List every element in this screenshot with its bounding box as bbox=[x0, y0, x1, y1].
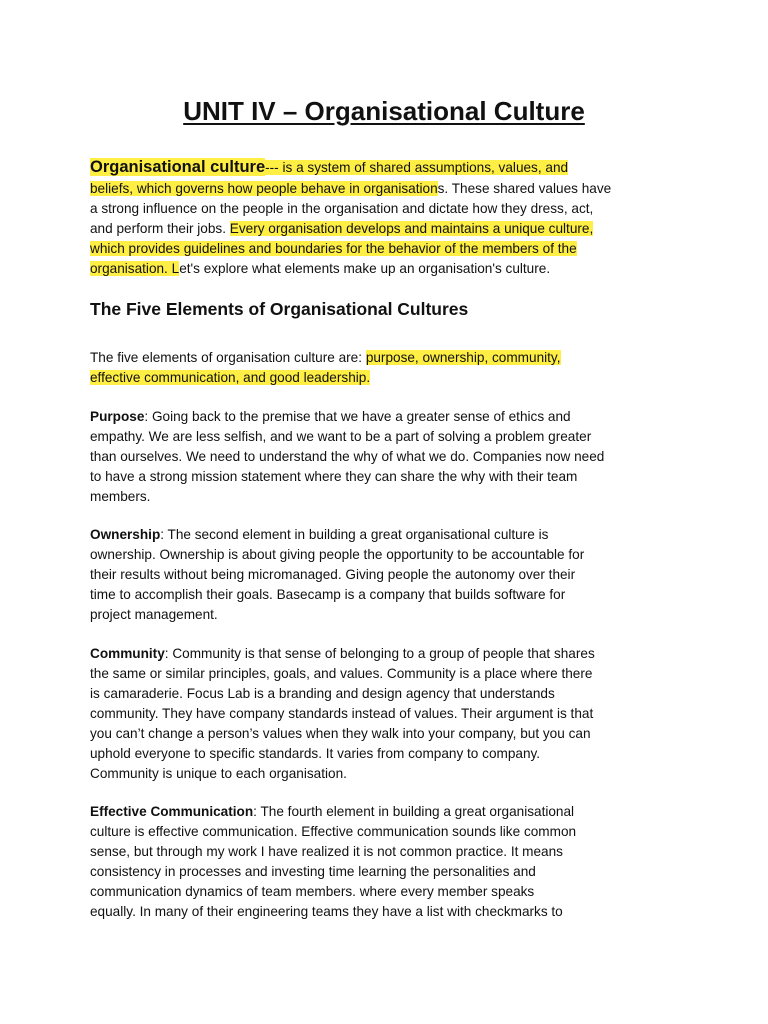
ownership-paragraph bbox=[90, 525, 650, 625]
five-line1-start: The five elements of organisation culture are: bbox=[90, 350, 366, 365]
communication-line: communication dynamics of team members. where every member speaks bbox=[90, 884, 535, 899]
community-paragraph bbox=[90, 644, 650, 784]
community-line: : Community is that sense of belonging to a group of people that shares bbox=[164, 646, 595, 661]
ownership-line: their results without being micromanaged. Giving people the autonomy over their bbox=[90, 567, 576, 582]
intro-term: Organisational culture bbox=[90, 158, 266, 176]
communication-line: : The fourth element in building a great organisational bbox=[253, 804, 575, 819]
ownership-line: time to accomplish their goals. Basecamp is a company that builds software for bbox=[90, 587, 566, 602]
purpose-line: than ourselves. We need to understand the why of what we do. Companies now need bbox=[90, 449, 605, 464]
five-elements-paragraph bbox=[90, 348, 650, 388]
community-line: you can’t change a person’s values when they walk into your company, but you can bbox=[90, 726, 591, 741]
purpose-line: empathy. We are less selfish, and we want to be a part of solving a problem greater bbox=[90, 429, 592, 444]
intro-line3: a strong influence on the people in the organisation and dictate how they dress, act, bbox=[90, 201, 594, 216]
communication-line: sense, but through my work I have realized it is not common practice. It means bbox=[90, 844, 563, 859]
intro-line2-rest: s. These shared values have bbox=[437, 181, 612, 196]
ownership-term: Ownership bbox=[90, 527, 161, 542]
communication-line: culture is effective communication. Effective communication sounds like common bbox=[90, 824, 577, 839]
purpose-line: : Going back to the premise that we have a greater sense of ethics and bbox=[144, 409, 571, 424]
intro-paragraph bbox=[90, 156, 650, 279]
ownership-line: ownership. Ownership is about giving people the opportunity to be accountable for bbox=[90, 547, 585, 562]
section-heading: The Five Elements of Organisational Cultures bbox=[90, 299, 469, 319]
community-line: is camaraderie. Focus Lab is a branding and design agency that understands bbox=[90, 686, 555, 701]
community-line: Community is unique to each organisation. bbox=[90, 766, 347, 781]
communication-line: consistency in processes and investing time learning the personalities and bbox=[90, 864, 536, 879]
ownership-line: : The second element in building a great organisational culture is bbox=[160, 527, 549, 542]
purpose-line: members. bbox=[90, 489, 151, 504]
community-line: uphold everyone to specific standards. It varies from company to company. bbox=[90, 746, 541, 761]
purpose-term: Purpose bbox=[90, 409, 145, 424]
intro-line1-rest: --- is a system of shared assumptions, values, and bbox=[265, 160, 569, 175]
community-term: Community bbox=[90, 646, 165, 661]
communication-line: equally. In many of their engineering teams they have a list with checkmarks to bbox=[90, 904, 563, 919]
page-title: UNIT IV – Organisational Culture bbox=[183, 96, 585, 126]
communication-term: Effective Communication bbox=[90, 804, 254, 819]
five-line2-highlight: effective communication, and good leadership. bbox=[90, 370, 371, 385]
purpose-line: to have a strong mission statement where they can share the why with their team bbox=[90, 469, 578, 484]
intro-line6-highlight: organisation. L bbox=[90, 261, 180, 276]
ownership-line: project management. bbox=[90, 607, 218, 622]
community-line: the same or similar principles, goals, and values. Community is a place where there bbox=[90, 666, 593, 681]
community-line: community. They have company standards instead of values. Their argument is that bbox=[90, 706, 594, 721]
intro-line4-highlight: Every organisation develops and maintains a unique culture, bbox=[229, 221, 594, 236]
intro-line6-rest: et's explore what elements make up an organisation's culture. bbox=[179, 261, 551, 276]
purpose-paragraph bbox=[90, 407, 650, 507]
intro-line5-highlight: which provides guidelines and boundaries for the behavior of the members of the bbox=[90, 241, 577, 256]
intro-line2-highlight: beliefs, which governs how people behave in organisation bbox=[90, 181, 438, 196]
five-line1-highlight: purpose, ownership, community, bbox=[365, 350, 561, 365]
communication-paragraph bbox=[90, 802, 650, 922]
intro-line4-start: and perform their jobs. bbox=[90, 221, 230, 236]
